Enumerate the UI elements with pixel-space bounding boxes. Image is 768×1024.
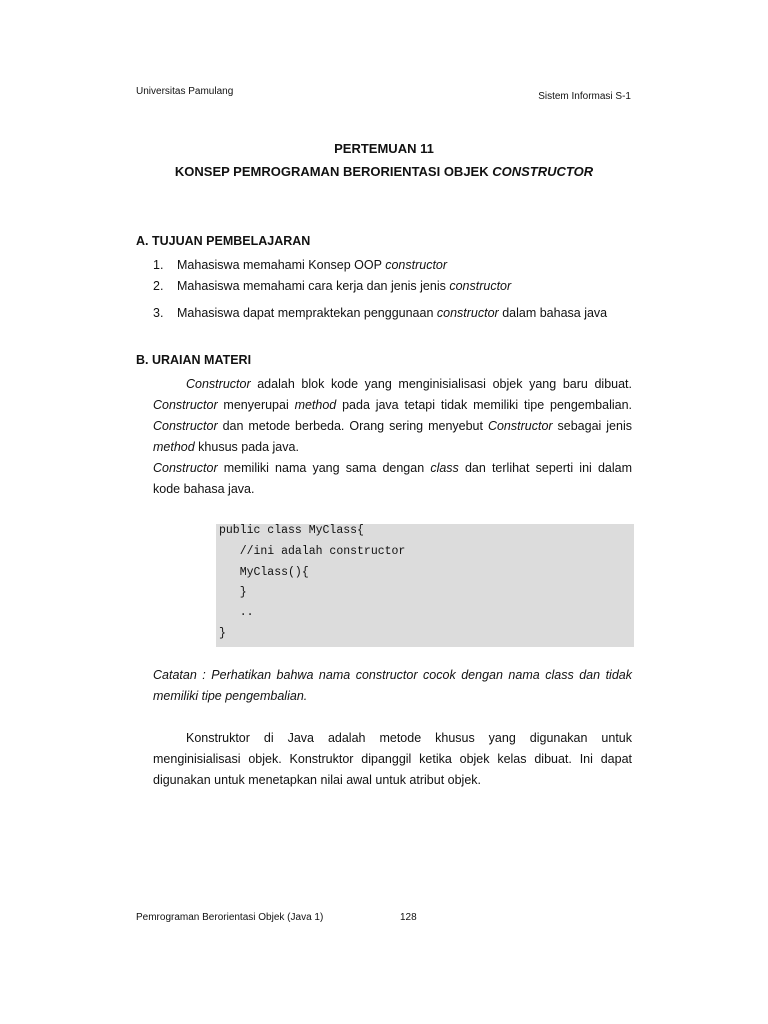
term-italic: method (294, 398, 337, 412)
paragraph-line (153, 395, 632, 416)
term-italic: Constructor (186, 377, 251, 391)
code-block (216, 524, 634, 647)
code-line: MyClass(){ (219, 566, 309, 579)
term-italic: method (153, 440, 195, 454)
objective-item (153, 258, 447, 272)
objective-number: 2. (153, 279, 164, 293)
section-a-heading: A. TUJUAN PEMBELAJARAN (136, 234, 311, 248)
code-line: public class MyClass{ (219, 524, 364, 537)
paragraph-line: kode bahasa java. (153, 482, 255, 496)
intro-paragraph (153, 374, 632, 500)
page-number: 128 (400, 912, 417, 923)
term-italic: Constructor (153, 398, 218, 412)
paragraph-line: Konstruktor di Java adalah metode khusus yang digunakan untuk (186, 731, 632, 745)
term-italic: Constructor (153, 461, 218, 475)
text: khusus pada java. (194, 440, 299, 454)
meeting-title: PERTEMUAN 11 (334, 141, 434, 156)
paragraph-line: menginisialisasi objek. Konstruktor dipanggil ketika objek kelas dibuat. Ini dapat (153, 752, 632, 766)
paragraph-line (153, 437, 632, 458)
term-italic: Constructor (153, 419, 218, 433)
objective-text: Mahasiswa memahami Konsep OOP (177, 258, 386, 272)
text: menyerupai (217, 398, 295, 412)
objective-text: Mahasiswa memahami cara kerja dan jenis jenis (177, 279, 450, 293)
chapter-title (0, 164, 768, 179)
objective-item (153, 306, 607, 320)
objective-number: 3. (153, 306, 164, 320)
code-line: } (219, 586, 247, 599)
objective-text-after: dalam bahasa java (498, 306, 608, 320)
text: dan terlihat seperti ini dalam (458, 461, 633, 475)
header-program: Sistem Informasi S-1 (538, 91, 631, 102)
text: dan metode berbeda. Orang sering menyebut (217, 419, 488, 433)
objective-italic: constructor (385, 258, 448, 272)
section-b-heading: B. URAIAN MATERI (136, 353, 252, 367)
term-italic: Constructor (487, 419, 553, 433)
objective-number: 1. (153, 258, 164, 272)
note-paragraph (153, 665, 632, 707)
text: memiliki nama yang sama dengan (217, 461, 431, 475)
text: pada java tetapi tidak memiliki tipe pengembalian. (336, 398, 632, 412)
term-italic: class (430, 461, 459, 475)
header-university: Universitas Pamulang (136, 86, 234, 97)
text: sebagai jenis (552, 419, 632, 433)
objective-text: Mahasiswa dapat mempraktekan penggunaan (177, 306, 437, 320)
paragraph-line (153, 374, 632, 395)
code-line: } (219, 627, 226, 640)
paragraph-line (153, 458, 632, 479)
chapter-title-italic: CONSTRUCTOR (492, 164, 594, 179)
chapter-title-main: KONSEP PEMROGRAMAN BERORIENTASI OBJEK (174, 164, 493, 179)
text: adalah blok kode yang menginisialisasi objek yang baru dibuat. (250, 377, 632, 391)
footer-course: Pemrograman Berorientasi Objek (Java 1) (136, 912, 324, 923)
objective-italic: constructor (436, 306, 499, 320)
java-constructor-paragraph (153, 728, 632, 791)
objective-item (153, 279, 511, 293)
note-line: memiliki tipe pengembalian. (153, 689, 308, 703)
objective-italic: constructor (449, 279, 512, 293)
paragraph-line: digunakan untuk menetapkan nilai awal untuk atribut objek. (153, 773, 481, 787)
code-line: .. (219, 606, 254, 619)
note-line: Catatan : Perhatikan bahwa nama constructor cocok dengan nama class dan tidak (153, 668, 632, 682)
paragraph-line (153, 416, 632, 437)
code-line: //ini adalah constructor (219, 545, 406, 558)
